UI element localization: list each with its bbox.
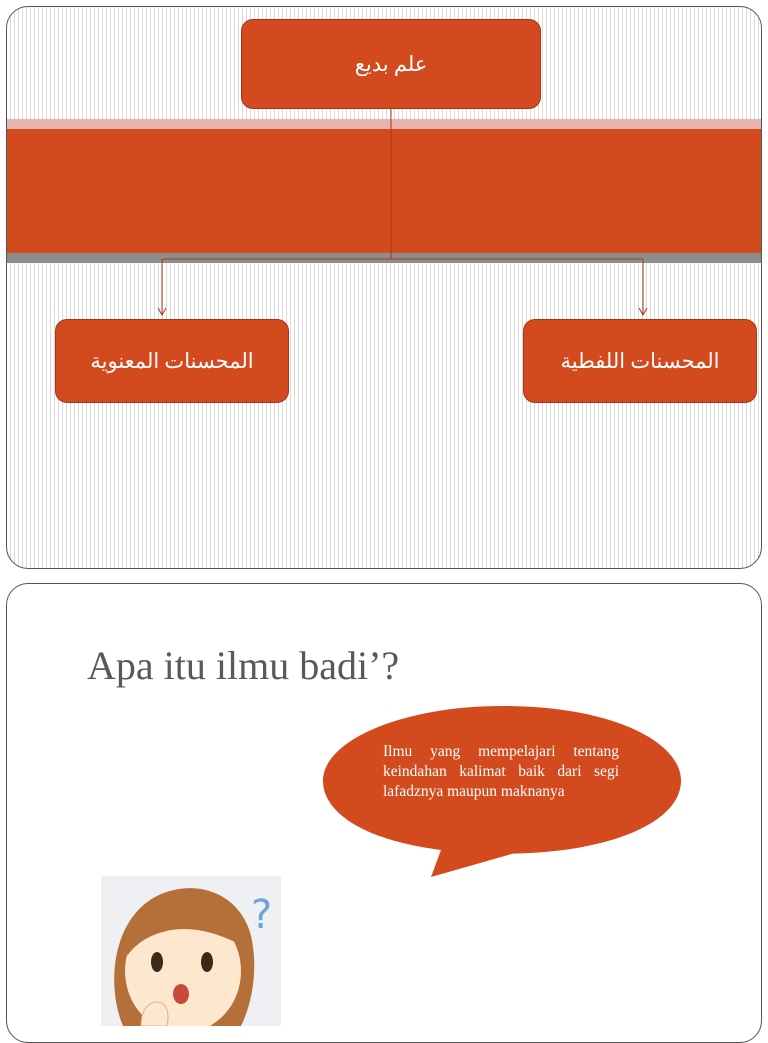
root-node xyxy=(241,19,541,109)
thinking-girl-illustration xyxy=(101,876,281,1026)
right-eye xyxy=(201,952,213,972)
left-eye xyxy=(151,952,163,972)
right-child-node-label: المحسنات اللفطية xyxy=(560,348,720,373)
slide-2-question xyxy=(6,583,762,1043)
root-node-label: علم بديع xyxy=(354,51,428,76)
question-mark-icon: ? xyxy=(251,892,273,938)
left-child-node-label: المحسنات المعنوية xyxy=(90,348,254,373)
left-child-node xyxy=(55,319,289,403)
slide-1-diagram xyxy=(6,6,762,569)
speech-bubble-text: Ilmu yang mempelajari tentang keindahan kalimat baik dari segi lafadznya maupun maknanya xyxy=(383,743,619,800)
slide-title: Apa itu ilmu badi’? xyxy=(87,643,400,688)
right-child-node xyxy=(523,319,757,403)
mouth xyxy=(173,984,189,1004)
